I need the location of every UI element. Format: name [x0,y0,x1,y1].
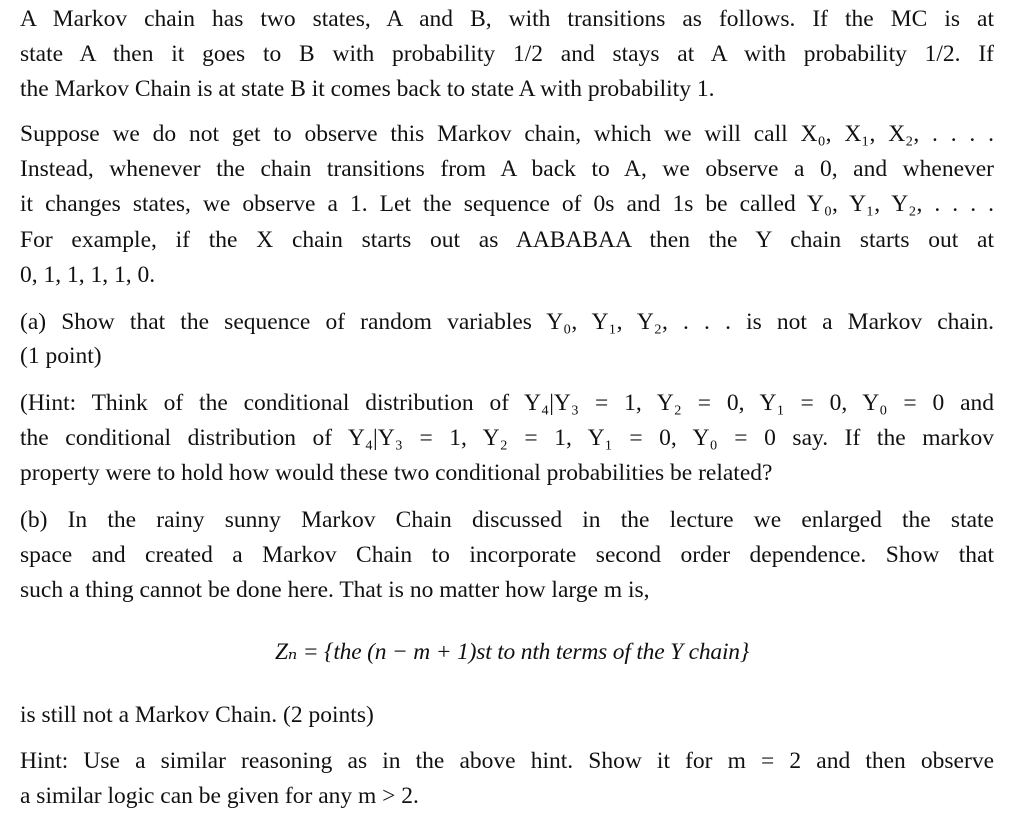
hint-b-line-1: Hint: Use a similar reasoning as in the above hint. Show it for m = 2 and then observe [20,748,994,774]
hint-b-line-2: a similar logic can be given for any m > 2. [20,783,419,809]
setup-line-4: For example, if the X chain starts out as AABABAA then the Y chain starts out at [20,227,994,253]
part-b-cont-line-1: is still not a Markov Chain. (2 points) [20,702,374,728]
part-b-line-3: such a thing cannot be done here. That is no matter how large m is, [20,577,650,603]
part-a-line-2: (1 point) [20,343,102,369]
part-b-line-2: space and created a Markov Chain to incorporate second order dependence. Show that [20,542,994,568]
setup-line-3: it changes states, we observe a 1. Let the sequence of 0s and 1s be called Y₀, Y₁, Y₂, . . . . [20,191,994,217]
intro-line-1: A Markov chain has two states, A and B, with transitions as follows. If the MC is at [20,6,994,32]
hint-a-line-2: the conditional distribution of Y₄|Y₃ = 1, Y₂ = 1, Y₁ = 0, Y₀ = 0 say. If the markov [20,425,994,451]
setup-line-2: Instead, whenever the chain transitions from A back to A, we observe a 0, and whenever [20,156,994,182]
setup-line-5: 0, 1, 1, 1, 1, 0. [20,262,156,288]
intro-line-3: the Markov Chain is at state B it comes back to state A with probability 1. [20,76,715,102]
hint-a-line-1: (Hint: Think of the conditional distribution of Y₄|Y₃ = 1, Y₂ = 0, Y₁ = 0, Y₀ = 0 and [20,390,994,416]
part-b-line-1: (b) In the rainy sunny Markov Chain discussed in the lecture we enlarged the state [20,507,994,533]
part-a-line-1: (a) Show that the sequence of random variables Y₀, Y₁, Y₂, . . . is not a Markov chain. [20,309,994,335]
hint-a-line-3: property were to hold how would these two conditional probabilities be related? [20,460,773,486]
setup-line-1: Suppose we do not get to observe this Markov chain, which we will call X₀, X₁, X₂, . . . . [20,121,994,147]
intro-line-2: state A then it goes to B with probability 1/2 and stays at A with probability 1/2. If [20,41,994,67]
display-formula: Zₙ = {the (n − m + 1)st to nth terms of the Y chain} [274,639,750,665]
